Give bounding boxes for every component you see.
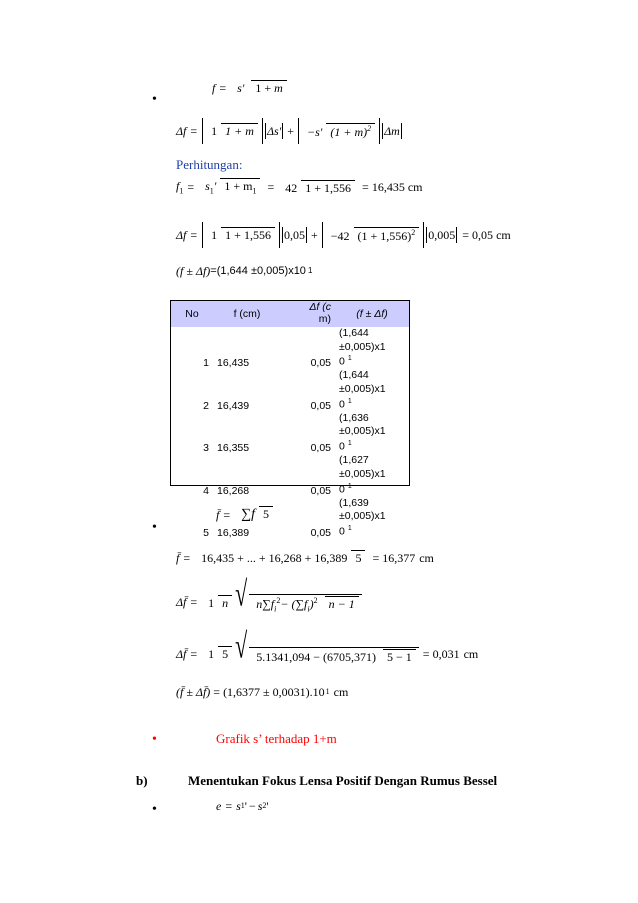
eq11-eq: = [225, 799, 233, 813]
eq3-num2: 42 [285, 180, 298, 195]
bullet-1: • [152, 92, 157, 107]
eq1-den-m: m [274, 81, 283, 95]
eq3-lhs: f [176, 178, 180, 193]
eq6-den: 5 [259, 506, 273, 521]
eq4-den2: (1 + 1,556) [357, 228, 412, 243]
cell-f: 16,439 [217, 399, 250, 412]
perhitungan-label: Perhitungan: [176, 157, 243, 172]
eq10-lhs: (f̄ ± Δf̄) [176, 685, 211, 699]
bullet-4: • [152, 802, 157, 817]
th-df [281, 301, 335, 327]
th-no: No [171, 301, 213, 327]
equation-f-result [176, 265, 312, 277]
eq1-den-1: 1 [255, 81, 262, 95]
eq2-den1: 1 + m [221, 123, 258, 138]
table-row [171, 327, 409, 369]
equation-f-formula: f = s' 1 + m [212, 80, 290, 96]
cell-pm-exp: 1 [347, 524, 352, 532]
eq3-unit: cm [407, 180, 423, 195]
eq5-value: =(1,644 ±0,005)x10 [210, 264, 306, 277]
eq3-den2: 1 + 1,556 [301, 180, 355, 195]
cell-df: 0,05 [310, 442, 331, 455]
eq8-rad-num: n∑f [256, 596, 275, 611]
eq3-lhs-sub: 1 [179, 186, 184, 196]
cell-f: 16,355 [217, 442, 250, 455]
section-b-label: b) [136, 773, 148, 788]
equation-mean-f-formula: f̄ = ∑f 5 [216, 506, 276, 524]
equation-e-formula [216, 800, 269, 812]
eq3-result: = 16,435 [362, 180, 405, 195]
eq2-den2: (1 + m) [330, 124, 368, 139]
eq4-plus: + [310, 228, 318, 242]
eq11-s2: s [257, 799, 263, 813]
equation-f1-calc: $f_1$ = $s_1'$ $1 + m_1$ = 42 1 + 1,556 = 16,435 cm [176, 178, 423, 196]
table-row [171, 497, 409, 539]
eq9-frac-den: 5 [218, 646, 232, 661]
eq9-result: = 0,031 [422, 646, 460, 661]
section-b-title: Menentukan Fokus Lensa Positif Dengan Rumus Bessel [188, 773, 498, 788]
eq8-rad-den: n − 1 [325, 596, 359, 611]
cell-pm [335, 454, 409, 496]
cell-pm [335, 497, 409, 539]
eq5-exp: 1 [307, 266, 313, 275]
eq3-den1-sub: 1 [252, 186, 257, 196]
eq3-num1-sub: 1 [209, 186, 214, 196]
cell-pm-2: 0 [339, 440, 345, 453]
eq8-rad-num-sub: i [274, 604, 277, 614]
cell-no: 4 [203, 484, 209, 497]
equation-delta-mean-formula: Δf̄ = 1 n √ $n\sum f_i^2- (\sum f_i)^2$ n − 1 [176, 590, 362, 615]
eq8-rad-num-rest: − (∑f [280, 596, 308, 611]
eq2-den2-exp: 2 [367, 123, 372, 133]
eq9-frac-num: 1 [208, 646, 215, 661]
eq2-term1: Δs' [266, 124, 282, 138]
eq11-s2-sub: 2 [262, 801, 267, 810]
eq2-num2: −s' [307, 124, 323, 139]
eq4-num1: 1 [211, 228, 218, 243]
eq11-s1-sub: 1 [240, 801, 245, 810]
eq8-rad-num-close-sup: 2 [313, 595, 318, 605]
equation-mean-f-calc: f̄ = 16,435 + ... + 16,268 + 16,389 5 = 16,377 cm [176, 550, 434, 565]
eq4-result: = 0,05 [462, 228, 494, 242]
eq3-num1-prime: ' [213, 179, 217, 193]
cell-pm [335, 412, 409, 454]
cell-pm-2: 0 [339, 355, 345, 368]
th-f: f (cm) [213, 301, 281, 327]
cell-f: 16,268 [217, 484, 250, 497]
eq5-lhs: (f ± Δf) [176, 264, 211, 278]
eq8-rad-num-rest-sub: i [307, 604, 310, 614]
eq1-lhs: f [212, 80, 216, 95]
cell-pm-exp: 1 [347, 397, 352, 405]
eq8-frac-den: n [218, 595, 232, 610]
eq7-lhs: f̄ [176, 550, 180, 565]
eq3-den1: 1 + m [224, 179, 253, 193]
eq10-unit: cm [333, 685, 349, 699]
eq2-lhs: Δf [176, 124, 187, 138]
eq4-val1: 0,05 [283, 228, 305, 242]
cell-no: 3 [203, 442, 209, 455]
eq4-lhs: Δf [176, 228, 187, 242]
eq4-val2: 0,005 [428, 228, 456, 242]
eq8-lhs: Δf̄ [176, 595, 187, 610]
grafik-label: Grafik s’ terhadap 1+m [216, 731, 337, 746]
cell-pm-exp: 1 [347, 355, 352, 363]
eq9-sqrt: √ 5.1341,094 − (6705,371) 5 − 1 [235, 642, 419, 665]
cell-pm-1: (1,636 ±0,005)x1 [339, 411, 386, 438]
equation-mean-result [176, 686, 348, 698]
table-row [171, 454, 409, 496]
equation-delta-mean-calc: Δf̄ = 1 5 √ 5.1341,094 − (6705,371) 5 − 1 = 0,031 cm [176, 625, 479, 666]
eq1-num: s' [237, 81, 245, 95]
cell-pm-2: 0 [339, 398, 345, 411]
cell-pm-1: (1,627 ±0,005)x1 [339, 454, 386, 480]
eq7-num: 16,435 + ... + 16,268 + 16,389 [201, 551, 348, 565]
cell-pm [335, 369, 409, 411]
cell-df: 0,05 [310, 399, 331, 412]
cell-df: 0,05 [310, 357, 331, 370]
equation-delta-f-calc: Δf = 1 1 + 1,556 0,05 + −42 $(1 + 1,556)^2$ 0,005 = 0,05 cm [176, 222, 511, 248]
table-row [171, 369, 409, 411]
eq8-rad-num-sup: 2 [276, 595, 281, 605]
eq4-num2: −42 [330, 228, 350, 243]
th-pm: (f ± Δf) [335, 301, 409, 327]
eq11-s2-prime: ' [266, 799, 269, 813]
eq8-sqrt: √ $n\sum f_i^2- (\sum f_i)^2$ n − 1 [235, 590, 362, 615]
cell-pm [335, 327, 409, 369]
eq10-exp: 1 [325, 687, 330, 696]
equation-delta-f-formula: Δf = 1 1 + m Δs' + −s' $(1 + m)^2$ Δm [176, 118, 403, 144]
cell-f: 16,389 [217, 527, 250, 540]
eq4-den1: 1 + 1,556 [221, 227, 275, 242]
eq9-unit: cm [463, 646, 479, 661]
eq2-num1: 1 [211, 124, 218, 139]
eq8-rad-num-close: ) [309, 596, 314, 611]
eq6-num: ∑f [241, 507, 255, 522]
eq9-rad-den: 5 − 1 [383, 649, 416, 664]
th-df-1: Δf (c [309, 301, 331, 314]
eq1-den-plus: + [264, 81, 272, 95]
eq4-unit: cm [496, 228, 511, 242]
cell-pm-1: (1,644 ±0,005)x1 [339, 327, 386, 353]
eq10-value: = (1,6377 ± 0,0031).10 [213, 685, 325, 699]
eq7-unit: cm [419, 550, 434, 565]
cell-pm-1: (1,639 ±0,005)x1 [339, 496, 386, 523]
eq1-fraction [233, 80, 287, 96]
eq11-minus: − [248, 799, 256, 813]
eq2-plus: + [287, 124, 294, 138]
eq11-lhs: e [216, 799, 222, 813]
cell-f: 16,435 [217, 357, 250, 370]
cell-df: 0,05 [310, 527, 331, 540]
eq8-frac-num: 1 [208, 595, 215, 610]
eq11-s1: s [236, 799, 241, 813]
eq2-term2: Δm [384, 124, 400, 138]
cell-pm-1: (1,644 ±0,005)x1 [339, 369, 386, 396]
eq7-result: = 16,377 [372, 550, 416, 565]
cell-no: 1 [203, 357, 209, 370]
eq3-num1: s [205, 179, 210, 193]
cell-no: 5 [203, 527, 209, 540]
eq9-rad-num: 5.1341,094 − (6705,371) [256, 650, 377, 665]
eq7-den: 5 [351, 550, 365, 565]
eq6-lhs: f̄ [216, 507, 220, 522]
cell-no: 2 [203, 399, 209, 412]
th-df-2: m) [318, 313, 331, 325]
cell-pm-2: 0 [339, 483, 345, 496]
cell-pm-2: 0 [339, 525, 345, 538]
bullet-2: • [152, 520, 157, 535]
eq9-lhs: Δf̄ [176, 646, 187, 661]
cell-pm-exp: 1 [347, 440, 352, 448]
bullet-3: • [152, 732, 157, 747]
cell-pm-exp: 1 [347, 482, 352, 490]
table-row [171, 412, 409, 454]
eq11-s1-prime: ' [244, 799, 247, 813]
cell-df: 0,05 [310, 484, 331, 497]
eq4-den2-exp: 2 [411, 227, 416, 237]
